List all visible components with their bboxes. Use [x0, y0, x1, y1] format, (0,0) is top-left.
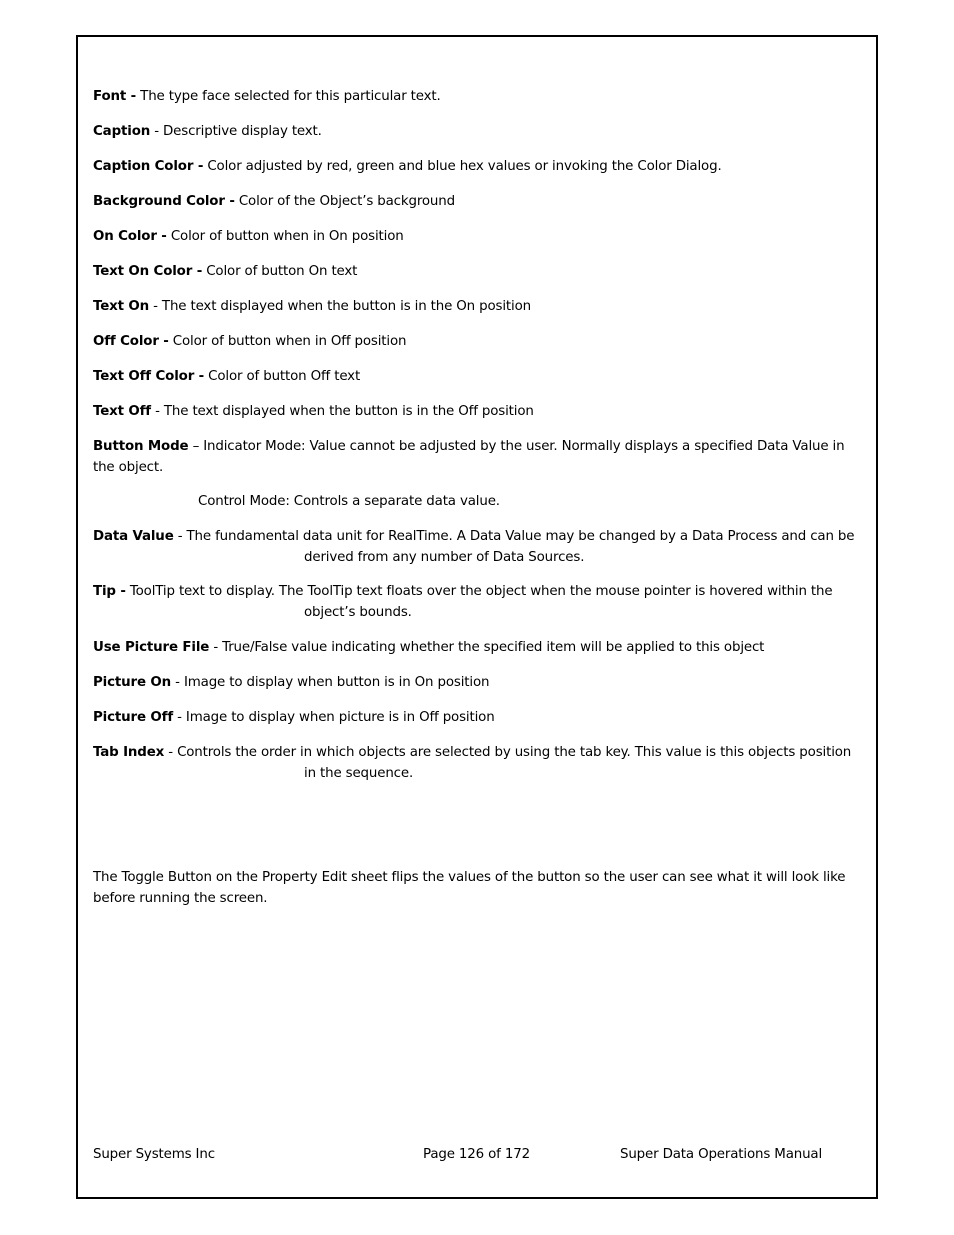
- definition-text-off: [93, 402, 857, 423]
- term-description: Color adjusted by red, green and blue hex values or invoking the Color Dialog.: [203, 159, 722, 174]
- term-description: - Image to display when picture is in Off position: [173, 710, 495, 725]
- definition-on-color: [93, 227, 857, 248]
- definition-data-value: [93, 527, 857, 568]
- definition-text-off-color: [93, 367, 857, 388]
- definition-off-color: [93, 332, 857, 353]
- footer-company: Super Systems Inc: [93, 1147, 215, 1162]
- term-description-continuation: object’s bounds.: [304, 604, 412, 620]
- term-description: Color of button On text: [202, 264, 358, 279]
- definition-tab-index: [93, 743, 857, 784]
- term-label: Caption: [93, 124, 151, 139]
- term-label: Font -: [93, 89, 137, 104]
- definition-text-on: [93, 297, 857, 318]
- term-label: Caption Color -: [93, 159, 204, 174]
- term-description-continuation: in the sequence.: [304, 765, 414, 781]
- term-description: Color of button Off text: [204, 369, 361, 384]
- definition-text-on-color: [93, 262, 857, 283]
- term-description: Color of button when in On position: [166, 229, 404, 244]
- term-label: Text On Color -: [93, 264, 203, 279]
- definition-tip: [93, 582, 857, 623]
- definition-caption: [93, 122, 857, 143]
- definition-background-color: [93, 192, 857, 213]
- term-label: Tab Index: [93, 745, 165, 760]
- term-description: ToolTip text to display. The ToolTip text floats over the object when the mouse pointer is hovered within the: [125, 584, 833, 599]
- control-mode-line: Control Mode: Controls a separate data value.: [198, 494, 500, 509]
- term-description: - Controls the order in which objects are selected by using the tab key. This value is this objects position: [164, 745, 852, 760]
- term-label: Text On: [93, 299, 150, 314]
- definition-picture-on: [93, 673, 857, 694]
- definition-caption-color: [93, 157, 857, 178]
- term-label: Tip -: [93, 584, 126, 599]
- definition-picture-off: [93, 708, 857, 729]
- term-description: - The text displayed when the button is in the On position: [149, 299, 531, 314]
- term-label: On Color -: [93, 229, 167, 244]
- term-label: Use Picture File: [93, 640, 210, 655]
- term-description: Color of button when in Off position: [168, 334, 407, 349]
- footer-manual-title: Super Data Operations Manual: [620, 1147, 823, 1162]
- term-description: - True/False value indicating whether the specified item will be applied to this object: [209, 640, 765, 655]
- term-label: Background Color -: [93, 194, 235, 209]
- toggle-button-paragraph: The Toggle Button on the Property Edit sheet flips the values of the button so the user can see what it will look like before running the screen.: [93, 870, 846, 906]
- footer-page-number: Page 126 of 172: [423, 1147, 530, 1162]
- term-description: – Indicator Mode: Value cannot be adjusted by the user. Normally displays a specified Data Value in the object.: [93, 439, 845, 475]
- term-description: - The fundamental data unit for RealTime. A Data Value may be changed by a Data Process and can be: [173, 529, 855, 544]
- definition-use-picture-file: [93, 638, 857, 659]
- term-label: Text Off: [93, 404, 151, 419]
- term-label: Off Color -: [93, 334, 169, 349]
- term-description: Color of the Object’s background: [234, 194, 455, 209]
- definition-font: [93, 87, 857, 108]
- term-label: Data Value: [93, 529, 174, 544]
- term-description-continuation: derived from any number of Data Sources.: [304, 549, 585, 565]
- definition-button-mode: [93, 437, 857, 478]
- term-label: Picture On: [93, 675, 172, 690]
- term-description: The type face selected for this particular text.: [136, 89, 441, 104]
- term-description: - Image to display when button is in On position: [171, 675, 490, 690]
- term-description: - Descriptive display text.: [150, 124, 322, 139]
- term-label: Button Mode: [93, 439, 189, 454]
- term-label: Text Off Color -: [93, 369, 205, 384]
- term-label: Picture Off: [93, 710, 174, 725]
- term-description: - The text displayed when the button is in the Off position: [150, 404, 534, 419]
